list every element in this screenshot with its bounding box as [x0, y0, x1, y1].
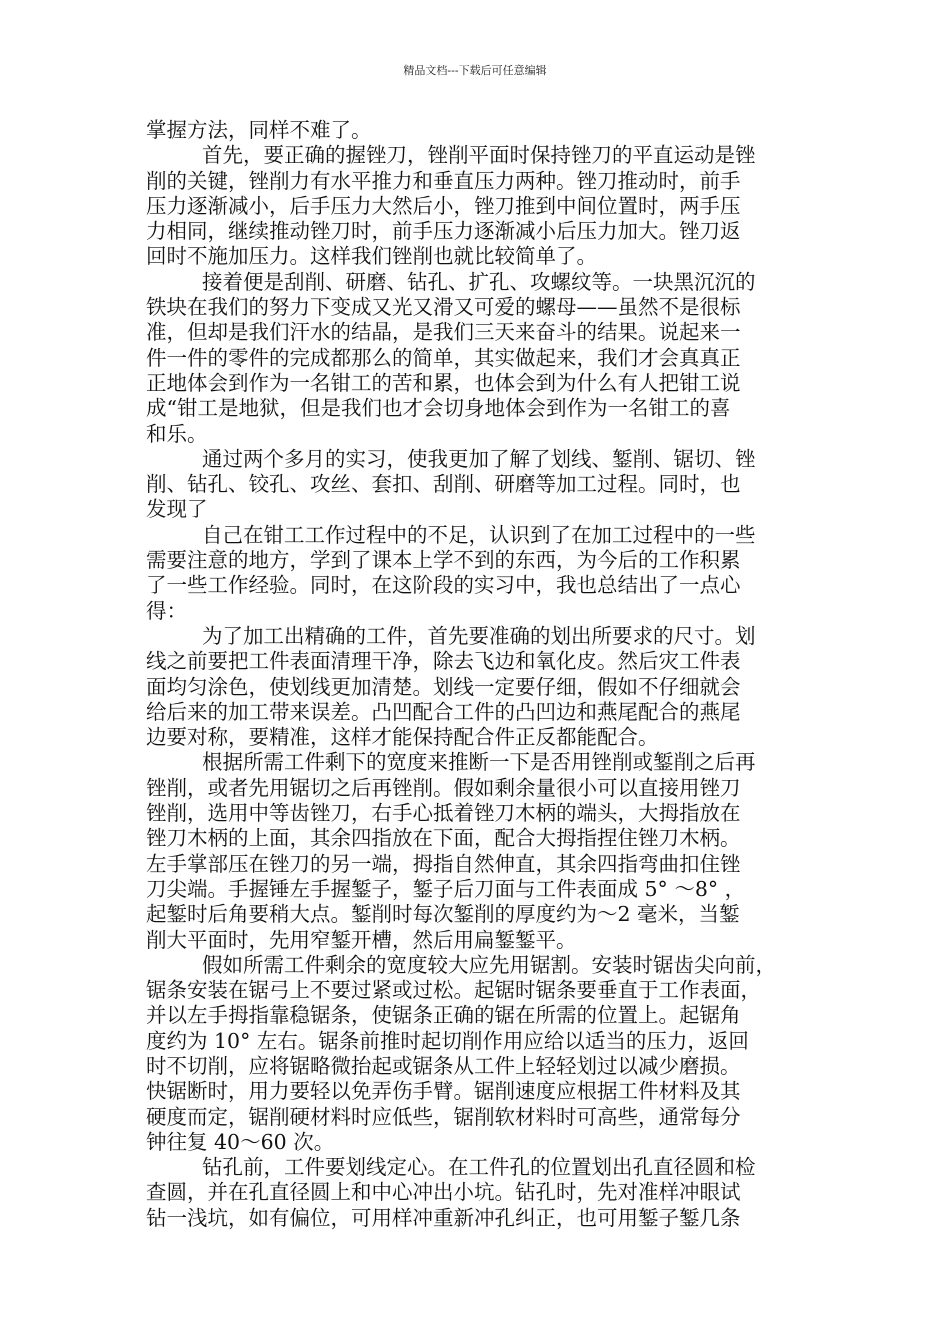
- text-line: 压力逐渐减小，后手压力大然后小，锉刀推到中间位置时，两手压: [146, 193, 741, 218]
- document-body: [146, 118, 811, 1231]
- text-line: 查圆，并在孔直径圆上和中心冲出小坑。钻孔时，先对准样冲眼试: [146, 1180, 741, 1205]
- text-line: 件一件的零件的完成都那么的简单，其实做起来，我们才会真真正: [146, 345, 741, 370]
- text-line: 自己在钳工工作过程中的不足，认识到了在加工过程中的一些: [202, 522, 756, 547]
- text-line: 刀尖端。手握锤左手握錾子，錾子后刀面与工件表面成 5° ～8° ，: [146, 876, 746, 901]
- text-line: 线之前要把工件表面清理干净，除去飞边和氧化皮。然后灾工件表: [146, 649, 741, 674]
- text-line: 起錾时后角要稍大点。錾削时每次錾削的厚度约为～2 毫米，当錾: [146, 902, 740, 927]
- text-line: 左手掌部压在锉刀的另一端，拇指自然伸直，其余四指弯曲扣住锉: [146, 851, 741, 876]
- text-line: 需要注意的地方，学到了课本上学不到的东西，为今后的工作积累: [146, 548, 741, 573]
- text-line: 锉削，选用中等齿锉刀，右手心抵着锉刀木柄的端头，大拇指放在: [146, 801, 741, 826]
- text-line: 掌握方法，同样不难了。: [146, 118, 372, 142]
- text-line: 假如所需工件剩余的宽度较大应先用锯割。安装时锯齿尖向前，: [202, 952, 776, 977]
- text-line: 接着便是刮削、研磨、钻孔、扩孔、攻螺纹等。一块黑沉沉的: [202, 269, 756, 294]
- text-line: 根据所需工件剩下的宽度来推断一下是否用锉削或錾削之后再: [202, 750, 756, 775]
- text-line: 正地体会到作为一名钳工的苦和累，也体会到为什么有人把钳工说: [146, 370, 741, 395]
- text-line: 准，但却是我们汗水的结晶，是我们三天来奋斗的结果。说起来一: [146, 320, 741, 345]
- text-line: 铁块在我们的努力下变成又光又滑又可爱的螺母——虽然不是很标: [146, 295, 741, 320]
- text-line: 面均匀涂色，使划线更加清楚。划线一定要仔细，假如不仔细就会: [146, 674, 741, 699]
- text-line: 发现了: [146, 497, 208, 522]
- text-line: 锯条安装在锯弓上不要过紧或过松。起锯时锯条要垂直于工作表面，: [146, 978, 761, 1003]
- text-line: 为了加工出精确的工件，首先要准确的划出所要求的尺寸。划: [202, 623, 756, 648]
- text-line: 并以左手拇指靠稳锯条，使锯条正确的锯在所需的位置上。起锯角: [146, 1003, 741, 1028]
- text-line: 削大平面时，先用窄錾开槽，然后用扁錾錾平。: [146, 927, 577, 952]
- text-line: 给后来的加工带来误差。凸凹配合工件的凸凹边和燕尾配合的燕尾: [146, 699, 741, 724]
- text-line: 力相同，继续推动锉刀时，前手压力逐渐减小后压力加大。锉刀返: [146, 219, 741, 244]
- text-line: 成“钳工是地狱，但是我们也才会切身地体会到作为一名钳工的喜: [146, 396, 731, 421]
- text-line: 硬度而定，锯削硬材料时应低些，锯削软材料时可高些，通常每分: [146, 1104, 741, 1129]
- text-line: 回时不施加压力。这样我们锉削也就比较简单了。: [146, 244, 597, 269]
- text-line: 边要对称，要精准，这样才能保持配合件正反都能配合。: [146, 725, 659, 750]
- text-line: 锉削，或者先用锯切之后再锉削。假如剩余量很小可以直接用锉刀: [146, 775, 741, 800]
- text-line: 通过两个多月的实习，使我更加了解了划线、錾削、锯切、锉: [202, 446, 756, 471]
- text-line: 和乐。: [146, 421, 208, 446]
- text-line: 首先，要正确的握锉刀，锉削平面时保持锉刀的平直运动是锉: [202, 143, 756, 168]
- text-line: 钟往复 40～60 次。: [146, 1129, 335, 1154]
- text-line: 钻孔前，工件要划线定心。在工件孔的位置划出孔直径圆和检: [202, 1155, 756, 1180]
- text-line: 度约为 10° 左右。锯条前推时起切削作用应给以适当的压力，返回: [146, 1028, 749, 1053]
- text-line: 快锯断时，用力要轻以免弄伤手臂。锯削速度应根据工件材料及其: [146, 1079, 741, 1104]
- page-header: 精品文档---下载后可任意编辑: [403, 64, 547, 77]
- text-line: 锉刀木柄的上面，其余四指放在下面，配合大拇指捏住锉刀木柄。: [146, 826, 741, 851]
- text-line: 削的关键，锉削力有水平推力和垂直压力两种。锉刀推动时，前手: [146, 168, 741, 193]
- text-line: 削、钻孔、铰孔、攻丝、套扣、刮削、研磨等加工过程。同时，也: [146, 472, 741, 497]
- text-line: 时不切削，应将锯略微抬起或锯条从工件上轻轻划过以减少磨损。: [146, 1053, 741, 1078]
- text-line: 得：: [146, 598, 187, 623]
- text-line: 了一些工作经验。同时，在这阶段的实习中，我也总结出了一点心: [146, 573, 741, 598]
- text-line: 钻一浅坑，如有偏位，可用样冲重新冲孔纠正，也可用錾子錾几条: [146, 1205, 741, 1230]
